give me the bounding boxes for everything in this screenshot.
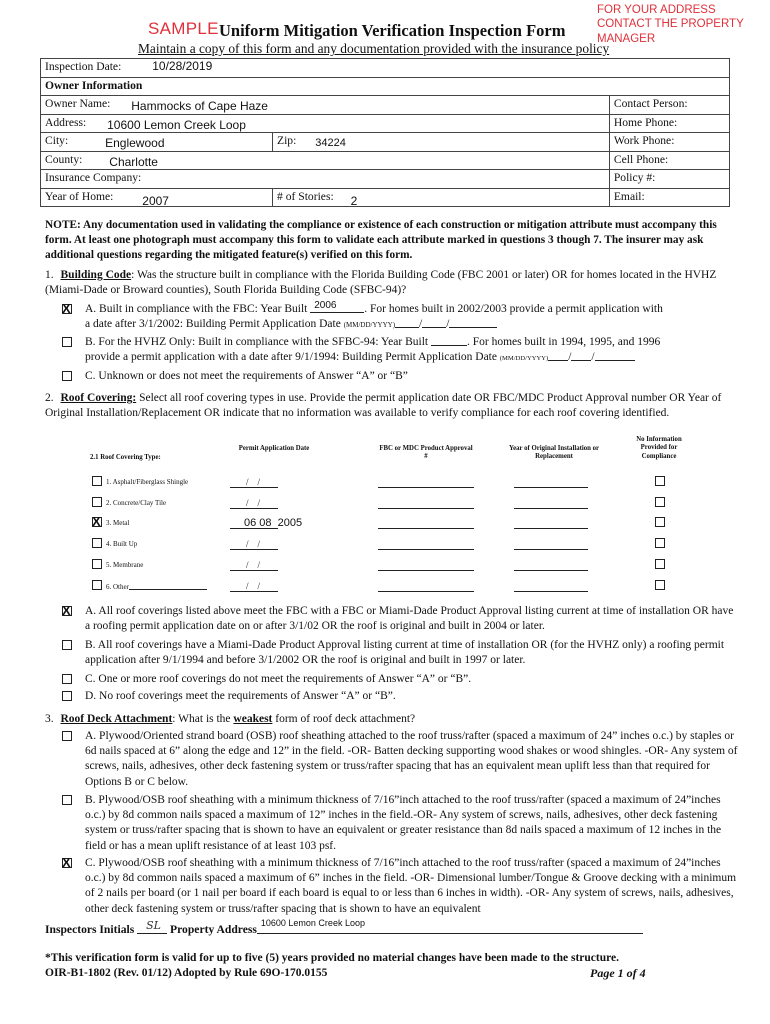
no-info-checkbox[interactable] (655, 559, 665, 569)
original-install-column-header: Year of Original Installation or Replacement (508, 445, 600, 461)
cell-phone-cell[interactable] (609, 151, 729, 170)
q3-roof-deck (45, 712, 735, 727)
q1-b-date-format: (MM/DD/YYYY) (499, 355, 549, 363)
q2-option-c[interactable] (62, 672, 738, 687)
q1-building-code (45, 268, 735, 298)
other-type-field[interactable] (129, 582, 207, 590)
year-of-home-value: 2007 (142, 193, 169, 208)
home-phone-cell[interactable] (609, 114, 729, 133)
no-info-column-header: No Information Provided for Compliance (636, 436, 682, 460)
q1-c-checkbox[interactable] (62, 371, 72, 381)
q2-roof-covering (45, 391, 735, 421)
fbc-approval-field[interactable] (378, 560, 474, 571)
q2-text: Select all roof covering types in use. Provide the permit application date OR FBC/MDC Product Approval number OR Year of Original Installation/Replacement OR indicate that no information was available to verify compliance for each roof covering identified. (45, 392, 722, 420)
q3-option-b[interactable] (62, 793, 738, 854)
property-address-field[interactable] (257, 918, 643, 934)
permit-date-field[interactable] (230, 498, 278, 509)
permit-date-field[interactable] (230, 560, 278, 571)
inspection-date-cell[interactable] (41, 59, 730, 78)
fbc-approval-column-header: FBC or MDC Product Approval # (379, 445, 473, 461)
permit-date-slashes: / / (246, 560, 261, 570)
q2-d-text: D. No roof coverings meet the requirements of Answer “A” or “B”. (85, 690, 396, 702)
form-subtitle: Maintain a copy of this form and any documentation provided with the insurance policy (138, 41, 610, 56)
permit-date-slashes: / / (246, 581, 261, 591)
owner-info-table (40, 58, 730, 207)
q1-a-checkbox[interactable] (62, 304, 72, 314)
roof-row (92, 580, 692, 594)
q1-a-month-field[interactable] (395, 317, 419, 328)
form-title: Uniform Mitigation Verification Inspection Form (219, 21, 566, 40)
original-install-field[interactable] (514, 560, 588, 571)
q2-b-checkbox[interactable] (62, 640, 72, 650)
q2-a-text: A. All roof coverings listed above meet the FBC with a FBC or Miami-Dade Product Approval listing current at time of installation OR have a roofing permit application date on or after 3/1/02 OR the roof is original and built in 2004 or later. (85, 605, 734, 633)
roof-type-label: 6. Other (106, 582, 207, 592)
no-info-checkbox[interactable] (655, 497, 665, 507)
roof-row (92, 559, 692, 573)
roof-type-column-header: 2.1 Roof Covering Type: (90, 454, 161, 461)
q1-a-rest: . For homes built in 2002/2003 provide a permit application with (364, 303, 663, 315)
address-note: FOR YOUR ADDRESS CONTACT THE PROPERTY MANAGER (597, 4, 744, 45)
roof-row (92, 497, 692, 511)
original-install-field[interactable] (514, 477, 588, 488)
inspector-initials-value: SL (146, 919, 161, 932)
stories-value: 2 (350, 193, 358, 208)
q2-option-d[interactable] (62, 689, 738, 704)
county-cell[interactable] (41, 151, 610, 170)
roof-type-checkbox[interactable] (92, 517, 102, 527)
q1-a-text: A. Built in compliance with the FBC: Year Built (85, 303, 308, 315)
q2-a-checkbox[interactable] (62, 606, 72, 616)
no-info-checkbox[interactable] (655, 517, 665, 527)
zip-cell[interactable] (273, 133, 610, 152)
property-address-value: 10600 Lemon Creek Loop (260, 918, 365, 928)
q1-b-year-field-2[interactable] (595, 350, 635, 361)
roof-type-checkbox[interactable] (92, 580, 102, 590)
original-install-field[interactable] (514, 539, 588, 550)
city-cell[interactable] (41, 133, 273, 152)
cell-phone-label: Cell Phone: (613, 152, 669, 166)
roof-type-checkbox[interactable] (92, 538, 102, 548)
inspection-date-value: 10/28/2019 (152, 59, 213, 73)
address-label: Address: (45, 115, 87, 129)
owner-name-cell[interactable] (41, 96, 610, 115)
q2-b-text: B. All roof coverings have a Miami-Dade Product Approval listing current at time of installation OR (for the HVHZ only) a roofing permit application after 9/1/1994 and before 3/1/2002 OR the roof is original and built in 1997 or later. (85, 639, 725, 667)
q3-option-c[interactable] (62, 856, 738, 919)
form-id: OIR-B1-1802 (Rev. 01/12) Adopted by Rule 69O-170.0155 (45, 967, 328, 979)
roof-type-checkbox[interactable] (92, 497, 102, 507)
no-info-checkbox[interactable] (655, 580, 665, 590)
q3-b-text: B. Plywood/OSB roof sheathing with a minimum thickness of 7/16”inch attached to the roof truss/rafter (spaced a maximum of 24”inches o.c.) by 8d common nails spaced a maximum of 12” inches in the field.-OR- Any system of screws, nails, adhesives, other deck fastening system or truss/rafter spacing that is shown to have an equivalent or greater resistance than 8d nails spaced a maximum of 12 inches in the field or has a mean uplift resistance of at least 103 psf. (85, 794, 722, 852)
permit-date-field[interactable] (230, 539, 278, 550)
permit-date-slashes: / / (246, 498, 261, 508)
q3-b-checkbox[interactable] (62, 795, 72, 805)
roof-type-label: 1. Asphalt/Fiberglass Shingle (106, 478, 189, 486)
no-info-checkbox[interactable] (655, 538, 665, 548)
original-install-field[interactable] (514, 581, 588, 592)
q2-number: 2. (45, 392, 54, 404)
permit-date-slashes: / / (246, 539, 261, 549)
year-of-home-cell[interactable] (41, 188, 273, 207)
q1-text: : Was the structure built in compliance with the Florida Building Code (FBC 2001 or later) OR for homes located in the HVHZ (Miami-Dade or Broward counties), South Florida Building Code (SFBC-94)? (45, 269, 717, 297)
original-install-field[interactable] (514, 498, 588, 509)
q3-title: Roof Deck Attachment (60, 713, 173, 725)
county-value: Charlotte (109, 154, 158, 169)
q1-a-year-field-2[interactable] (449, 317, 497, 328)
permit-date-field[interactable] (230, 581, 278, 592)
q3-weakest: weakest (233, 713, 273, 725)
q1-option-a[interactable]: X A. Built in compliance with the FBC: Year Built 2006 . For homes built in 2002/2003 provide a permit application with a date after 3/1/2002: Building Permit Application Date (MM/DD/YYYY) / / (62, 302, 738, 332)
q1-b-rest: . For homes built in 1994, 1995, and 1996 (466, 336, 661, 348)
inspector-initials-label: Inspectors Initials (45, 923, 135, 936)
permit-date-slashes: / / (246, 477, 261, 487)
q3-option-a[interactable] (62, 729, 738, 790)
q2-title: Roof Covering: (60, 392, 137, 404)
q3-text-after: form of roof deck attachment? (272, 713, 416, 725)
owner-name-value: Hammocks of Cape Haze (131, 99, 268, 113)
fbc-approval-field[interactable] (378, 539, 474, 550)
property-address-label: Property Address (170, 923, 257, 936)
policy-label: Policy #: (613, 171, 656, 184)
email-label: Email: (613, 189, 645, 203)
address-cell[interactable] (41, 114, 610, 133)
q1-a-day-field[interactable] (422, 317, 446, 328)
roof-type-checkbox[interactable] (92, 476, 102, 486)
insurance-company-label: Insurance Company: (45, 171, 142, 184)
no-info-checkbox[interactable] (655, 476, 665, 486)
roof-type-label: 4. Built Up (106, 540, 138, 548)
contact-person-label: Contact Person: (613, 97, 688, 110)
roof-type-checkbox[interactable] (92, 559, 102, 569)
permit-date-field[interactable] (230, 477, 278, 488)
q1-b-day-field[interactable] (571, 350, 591, 361)
q1-b-text: B. For the HVHZ Only: Built in compliance with the SFBC-94: Year Built (85, 336, 429, 348)
insurance-company-cell[interactable] (41, 170, 610, 189)
q1-a-year-value: 2006 (314, 300, 337, 311)
roof-row (92, 538, 692, 552)
validity-note: *This verification form is valid for up to five (5) years provided no material changes have been made to the structure. (45, 952, 619, 964)
q1-b-year-field[interactable] (431, 335, 467, 346)
permit-date-value: 06 08 2005 (244, 517, 303, 529)
fbc-approval-field[interactable] (378, 581, 474, 592)
city-value: Englewood (105, 136, 165, 150)
inspector-initials-row (45, 918, 643, 937)
q1-c-text: C. Unknown or does not meet the requirements of Answer “A” or “B” (85, 370, 408, 382)
permit-date-column-header: Permit Application Date (238, 445, 310, 452)
fbc-approval-field[interactable] (378, 498, 474, 509)
email-cell[interactable] (609, 188, 729, 207)
zip-value: 34224 (315, 137, 346, 149)
permit-date-field[interactable] (230, 517, 303, 529)
q3-c-text: C. Plywood/OSB roof sheathing with a minimum thickness of 7/16”inch attached to the roof truss/rafter (spaced a maximum of 24”inches o.c.) by 8d common nails spaced a maximum of 6” inches in the field. -OR- Dimensional lumber/Tongue & Groove decking with a minimum of 2 nails per board (or 1 nail per board if each board is equal to or less than 6 inches in width). -OR- Any system of screws, nails, adhesives, other deck fastening system or truss/rafter spacing that is shown to have an equivalent (85, 857, 737, 915)
q3-a-checkbox[interactable] (62, 731, 72, 741)
year-of-home-label: Year of Home: (45, 189, 114, 203)
q1-b-line2: provide a permit application with a date after 9/1/1994: Building Permit Application Date (85, 351, 497, 364)
q2-d-checkbox[interactable] (62, 691, 72, 701)
fbc-approval-field[interactable] (378, 477, 474, 488)
q3-a-text: A. Plywood/Oriented strand board (OSB) roof sheathing attached to the roof truss/rafter (spaced a maximum of 24” inches o.c.) by staples or 6d nails spaced at 6” along the edge and 12” in the field. -OR- Batten decking supporting wood shakes or wood shingles. -OR- Any system of screws, nails, adhesives, other deck fastening system or truss/rafter spacing that has an equivalent mean uplift less than that required for Options B or C below. (85, 730, 738, 788)
q3-c-checkbox[interactable] (62, 858, 72, 868)
q1-b-checkbox[interactable] (62, 337, 72, 347)
q2-option-a[interactable] (62, 604, 738, 634)
q1-a-line2: a date after 3/1/2002: Building Permit Application Date (85, 318, 341, 331)
roof-type-label: 3. Metal (106, 519, 130, 527)
q2-option-b[interactable] (62, 638, 738, 668)
zip-label: Zip: (277, 134, 297, 147)
work-phone-cell[interactable] (609, 133, 729, 152)
owner-name-label: Owner Name: (45, 97, 111, 110)
roof-type-label: 2. Concrete/Clay Tile (106, 499, 167, 507)
stories-cell[interactable] (273, 188, 610, 207)
inspection-date-label: Inspection Date: (45, 60, 122, 73)
q1-a-date-format: (MM/DD/YYYY) (343, 321, 396, 330)
county-label: County: (45, 152, 83, 166)
policy-cell[interactable] (609, 170, 729, 189)
q1-a-year-field[interactable] (310, 302, 364, 313)
home-phone-label: Home Phone: (613, 115, 678, 129)
q1-b-month-field[interactable] (548, 350, 568, 361)
roof-row (92, 517, 692, 531)
roof-row (92, 476, 692, 490)
city-label: City: (45, 134, 69, 147)
page-number: Page 1 of 4 (590, 966, 646, 980)
q2-c-checkbox[interactable] (62, 674, 72, 684)
work-phone-label: Work Phone: (613, 134, 675, 147)
stories-label: # of Stories: (277, 189, 334, 203)
inspector-initials-field[interactable] (137, 919, 167, 934)
q3-text-before: : What is the (172, 713, 234, 725)
original-install-field[interactable] (514, 518, 588, 529)
owner-info-heading: Owner Information (41, 77, 730, 96)
q3-number: 3. (45, 713, 54, 725)
fbc-approval-field[interactable] (378, 518, 474, 529)
q1-option-c[interactable] (62, 369, 738, 384)
q2-c-text: C. One or more roof coverings do not meet the requirements of Answer “A” or “B”. (85, 673, 472, 685)
address-value: 10600 Lemon Creek Loop (107, 117, 246, 132)
q1-number: 1. (45, 269, 54, 281)
q1-option-b[interactable]: B. For the HVHZ Only: Built in compliance with the SFBC-94: Year Built . For homes built in 1994, 1995, and 1996 provide a permit application with a date after 9/1/1994: Building Permit Application Date (MM/DD/YYYY) / / (62, 335, 738, 365)
q1-title: Building Code (60, 269, 132, 281)
documentation-note: NOTE: Any documentation used in validating the compliance or existence of each construction or mitigation attribute must accompany this form. At least one photograph must accompany this form to validate each attribute marked in questions 3 though 7. The insurer may ask additional questions regarding the mitigated feature(s) verified on this form. (45, 219, 717, 262)
sample-stamp: SAMPLE (148, 19, 219, 38)
contact-person-cell[interactable] (609, 96, 729, 115)
roof-type-label: 5. Membrane (106, 561, 144, 569)
